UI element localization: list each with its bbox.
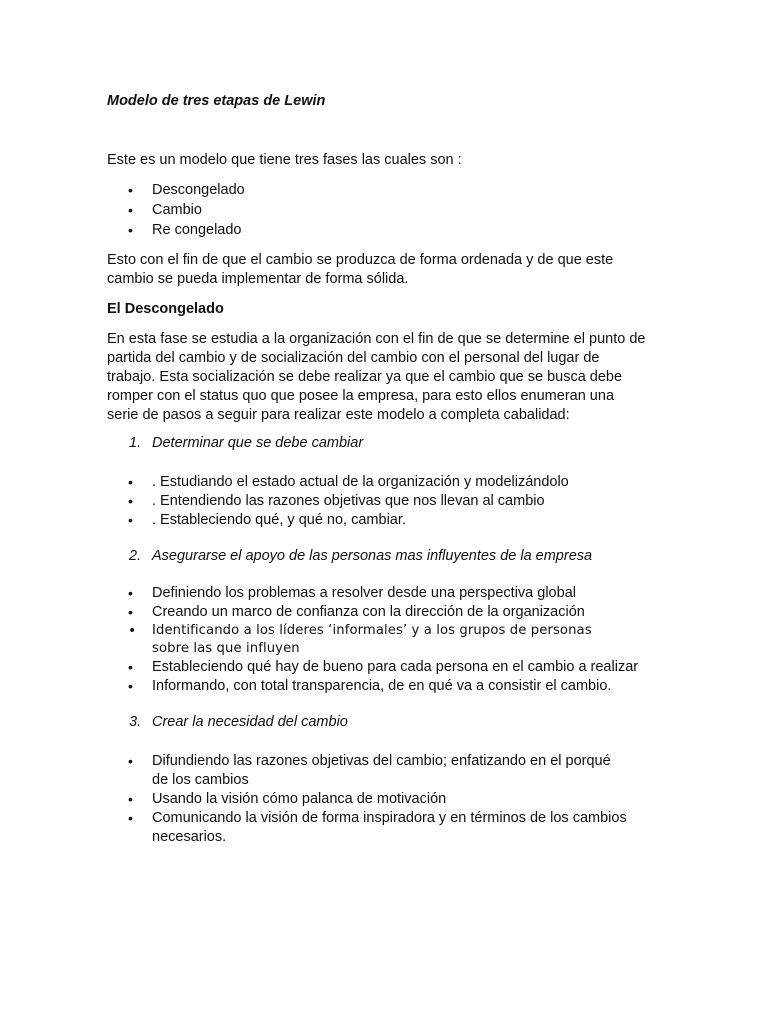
list-item: • . Estableciendo qué, y qué no, cambiar.: [128, 512, 406, 528]
section-paragraph: En esta fase se estudia a la organización con el fin de que se determine el punto de partida del cambio y de socialización del cambio con el personal del lugar de trabajo. Esta socialización se debe realizar ya que el cambio que se busca debe romper con el status quo que posee la empresa, para esto ellos enumeran una serie de pasos a seguir para realizar este modelo a completa cabalidad:: [107, 331, 646, 423]
bullet-icon: •: [128, 493, 133, 509]
step-3-list: [107, 752, 627, 847]
list-item: • Cambio: [128, 202, 202, 218]
step-1-list: [107, 473, 667, 530]
step-2-list: [107, 584, 667, 696]
step-number: 2.: [129, 548, 142, 564]
document-title: Modelo de tres etapas de Lewin: [107, 93, 326, 109]
list-item: • . Entendiendo las razones objetivas que nos llevan al cambio: [128, 493, 545, 509]
list-item: • Re congelado: [128, 222, 242, 238]
step-number: 3.: [129, 714, 142, 730]
list-item: • Estableciendo qué hay de bueno para cada persona en el cambio a realizar: [128, 659, 639, 675]
list-item: • Informando, con total transparencia, de en qué va a consistir el cambio.: [128, 678, 612, 694]
list-item: • Usando la visión cómo palanca de motivación: [128, 791, 447, 807]
section-heading: El Descongelado: [107, 301, 224, 317]
intro-paragraph: Este es un modelo que tiene tres fases las cuales son :: [107, 152, 462, 168]
bullet-icon: •: [128, 222, 133, 238]
bullet-icon: •: [128, 474, 133, 490]
list-item: • Difundiendo las razones objetivas del cambio; enfatizando en el porqué de los cambios: [128, 753, 611, 788]
bullet-icon: •: [128, 623, 137, 639]
bullet-icon: •: [128, 791, 133, 807]
bullet-icon: •: [128, 810, 133, 826]
bullet-icon: •: [128, 182, 133, 198]
purpose-paragraph: Esto con el fin de que el cambio se produzca de forma ordenada y de que este cambio se pueda implementar de forma sólida.: [107, 252, 614, 287]
step-number: 1.: [129, 435, 142, 451]
list-item: • . Estudiando el estado actual de la organización y modelizándolo: [128, 474, 569, 490]
list-item: • Descongelado: [128, 182, 245, 198]
bullet-icon: •: [128, 753, 133, 769]
step-title: Asegurarse el apoyo de las personas mas influyentes de la empresa: [152, 548, 593, 564]
step-title: Determinar que se debe cambiar: [152, 435, 364, 451]
bullet-icon: •: [128, 512, 133, 528]
list-item: • Identificando a los líderes ‘informales’ y a los grupos de personas sobre las que influyen: [128, 623, 592, 656]
bullet-icon: •: [128, 585, 133, 601]
list-item: • Definiendo los problemas a resolver desde una perspectiva global: [128, 585, 576, 601]
list-item: • Creando un marco de confianza con la dirección de la organización: [128, 604, 585, 620]
bullet-icon: •: [128, 659, 133, 675]
step-title: Crear la necesidad del cambio: [152, 714, 348, 730]
bullet-icon: •: [128, 202, 133, 218]
list-item: • Comunicando la visión de forma inspiradora y en términos de los cambios necesarios.: [128, 810, 627, 845]
phases-list: [107, 181, 667, 240]
bullet-icon: •: [128, 678, 133, 694]
bullet-icon: •: [128, 604, 133, 620]
